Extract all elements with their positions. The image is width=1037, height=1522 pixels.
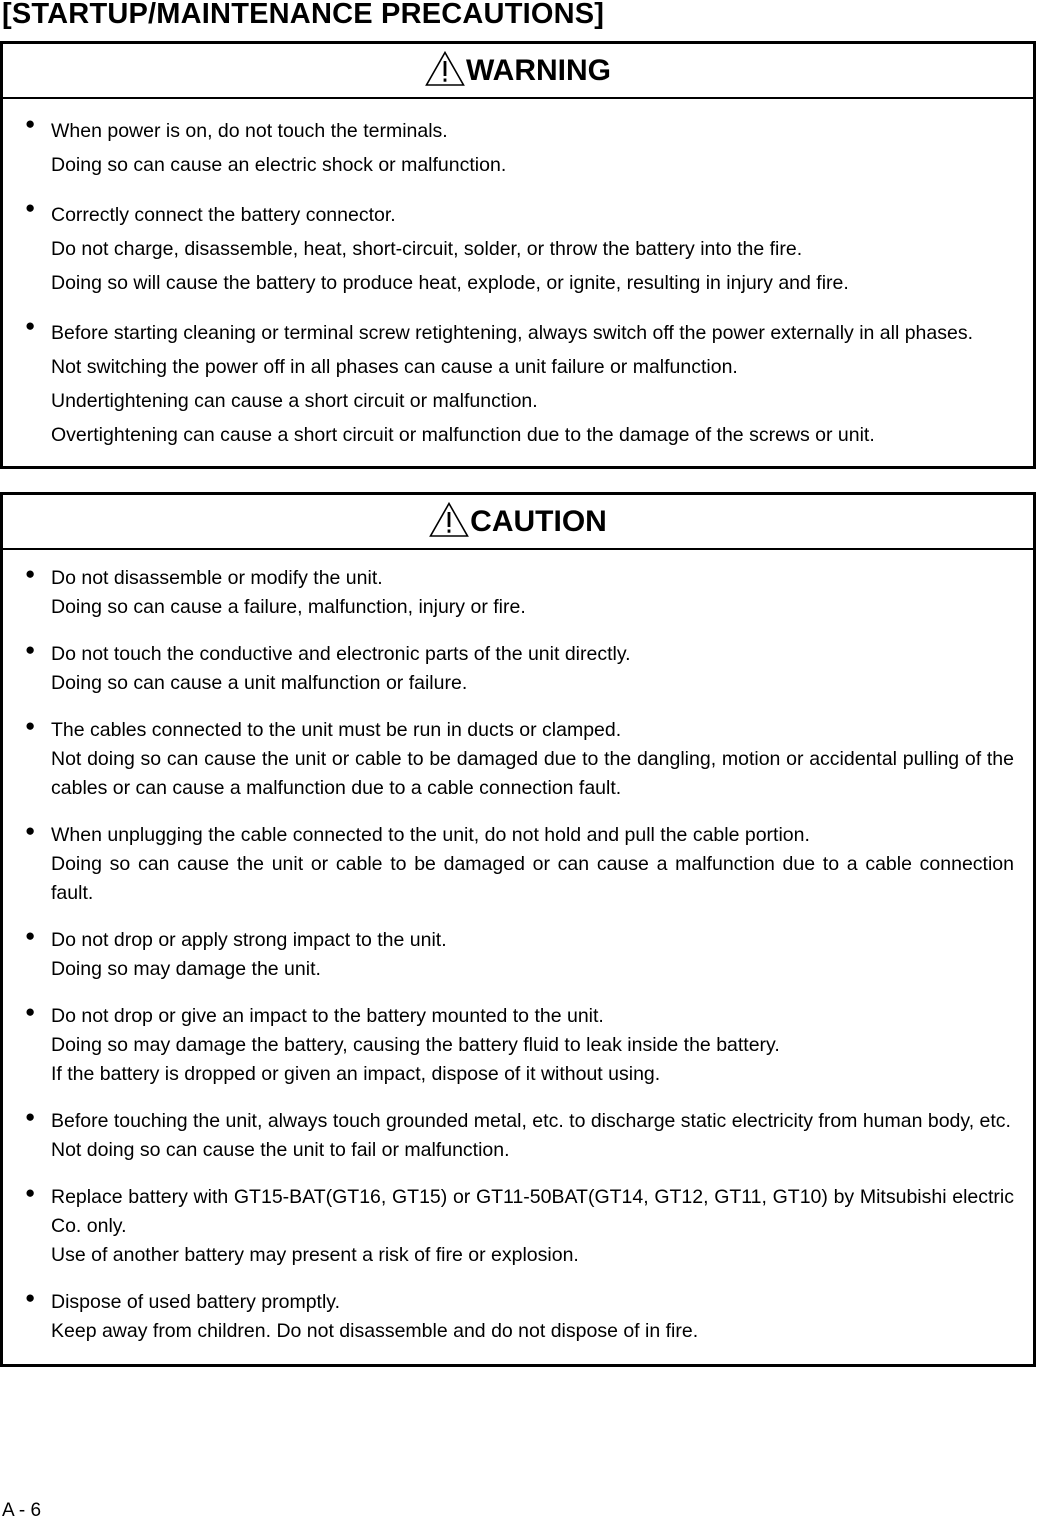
item-text-line: Do not disassemble or modify the unit. bbox=[51, 567, 383, 589]
item-text-line: Overtightening can cause a short circuit or malfunction due to the damage of the screws or unit. bbox=[51, 424, 875, 446]
item-text-line: The cables connected to the unit must be run in ducts or clamped. bbox=[51, 719, 622, 741]
caution-box bbox=[0, 492, 1036, 1367]
bullet-icon: ● bbox=[25, 114, 36, 133]
item-text-line: Do not touch the conductive and electronic parts of the unit directly. bbox=[51, 643, 631, 665]
bullet-icon: ● bbox=[25, 640, 36, 659]
item-text-line: Not doing so can cause the unit to fail or malfunction. bbox=[51, 1139, 510, 1161]
item-text-line: Doing so will cause the battery to produce heat, explode, or ignite, resulting in injury and fire. bbox=[51, 272, 849, 294]
caution-header bbox=[3, 495, 1033, 550]
bullet-icon: ● bbox=[25, 1183, 36, 1202]
page-number: A - 6 bbox=[2, 1500, 42, 1521]
warning-header bbox=[3, 44, 1033, 99]
item-text-line: Do not drop or apply strong impact to the unit. bbox=[51, 929, 447, 951]
list-item bbox=[25, 926, 1014, 984]
list-item bbox=[25, 1002, 1014, 1089]
item-text-line: Not doing so can cause the unit or cable to be damaged due to the dangling, motion or accidental pulling of the cables or can cause a malfunction due to a cable connection fault. bbox=[51, 748, 1014, 799]
item-text-line: Doing so may damage the battery, causing the battery fluid to leak inside the battery. bbox=[51, 1034, 780, 1056]
bullet-icon: ● bbox=[25, 316, 36, 335]
list-item bbox=[25, 198, 1014, 300]
bullet-icon: ● bbox=[25, 1002, 36, 1021]
item-text-line: Dispose of used battery promptly. bbox=[51, 1291, 341, 1313]
list-item bbox=[25, 716, 1014, 803]
warning-box bbox=[0, 41, 1036, 469]
item-text-line: Not switching the power off in all phases can cause a unit failure or malfunction. bbox=[51, 356, 738, 378]
item-text-line: Doing so can cause a unit malfunction or failure. bbox=[51, 672, 468, 694]
bullet-icon: ● bbox=[25, 716, 36, 735]
item-text-line: Before touching the unit, always touch grounded metal, etc. to discharge static electricity from human body, etc. bbox=[51, 1110, 1011, 1132]
item-text-line: When power is on, do not touch the terminals. bbox=[51, 120, 448, 142]
warning-list bbox=[3, 99, 1033, 452]
bullet-icon: ● bbox=[25, 198, 36, 217]
item-text-line: Do not charge, disassemble, heat, short-circuit, solder, or throw the battery into the fire. bbox=[51, 238, 803, 260]
list-item bbox=[25, 1183, 1014, 1270]
bullet-icon: ● bbox=[25, 1107, 36, 1126]
item-text-line: Doing so can cause an electric shock or malfunction. bbox=[51, 154, 507, 176]
list-item bbox=[25, 1288, 1014, 1346]
item-text-line: Keep away from children. Do not disassemble and do not dispose of in fire. bbox=[51, 1320, 699, 1342]
list-item bbox=[25, 316, 1014, 452]
warning-triangle-icon bbox=[425, 51, 465, 87]
caution-title: CAUTION bbox=[470, 504, 607, 538]
item-text-line: Do not drop or give an impact to the battery mounted to the unit. bbox=[51, 1005, 604, 1027]
warning-triangle-icon bbox=[429, 502, 469, 538]
list-item bbox=[25, 640, 1014, 698]
bullet-icon: ● bbox=[25, 564, 36, 583]
item-text-line: Correctly connect the battery connector. bbox=[51, 204, 396, 226]
list-item bbox=[25, 821, 1014, 908]
bullet-icon: ● bbox=[25, 821, 36, 840]
item-text-line: Use of another battery may present a risk of fire or explosion. bbox=[51, 1244, 579, 1266]
list-item bbox=[25, 564, 1014, 622]
bullet-icon: ● bbox=[25, 1288, 36, 1307]
list-item bbox=[25, 114, 1014, 182]
list-item bbox=[25, 1107, 1014, 1165]
item-text-line: Replace battery with GT15-BAT(GT16, GT15) or GT11-50BAT(GT14, GT12, GT11, GT10) by Mitsubishi electric Co. only. bbox=[51, 1186, 1014, 1237]
item-text-line: When unplugging the cable connected to the unit, do not hold and pull the cable portion. bbox=[51, 824, 810, 846]
item-text-line: If the battery is dropped or given an impact, dispose of it without using. bbox=[51, 1063, 661, 1085]
item-text-line: Doing so can cause the unit or cable to be damaged or can cause a malfunction due to a cable connection fault. bbox=[51, 853, 1014, 904]
caution-list bbox=[3, 550, 1033, 1346]
bullet-icon: ● bbox=[25, 926, 36, 945]
item-text-line: Doing so can cause a failure, malfunction, injury or fire. bbox=[51, 596, 526, 618]
warning-title: WARNING bbox=[466, 53, 611, 87]
page-title: [STARTUP/MAINTENANCE PRECAUTIONS] bbox=[2, 0, 605, 30]
item-text-line: Doing so may damage the unit. bbox=[51, 958, 321, 980]
item-text-line: Undertightening can cause a short circuit or malfunction. bbox=[51, 390, 538, 412]
item-text-line: Before starting cleaning or terminal screw retightening, always switch off the power externally in all phases. bbox=[51, 322, 974, 344]
